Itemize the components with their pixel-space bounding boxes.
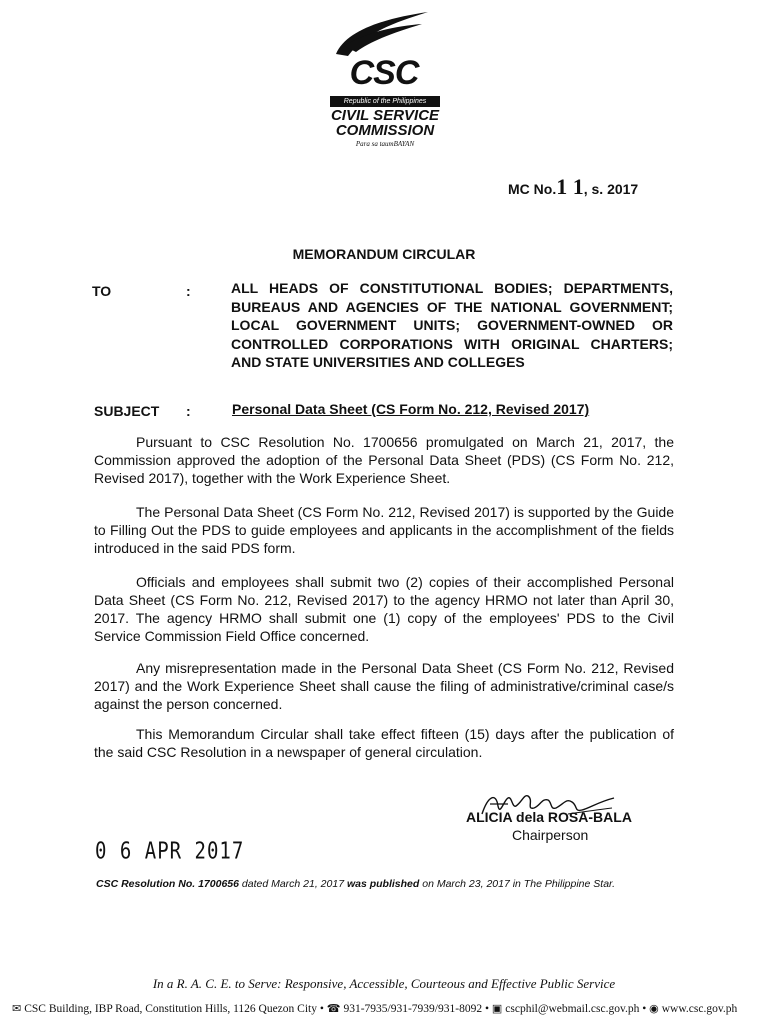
agency-name-line1: CIVIL SERVICE — [330, 107, 440, 124]
memo-number-value: 1 1 — [556, 174, 584, 199]
footer-website[interactable]: www.csc.gov.ph — [661, 1003, 738, 1015]
subject-label: SUBJECT — [94, 403, 160, 419]
subject-text: Personal Data Sheet (CS Form No. 212, Revised 2017) — [232, 401, 590, 417]
date-stamp: 0 6 APR 2017 — [95, 838, 245, 865]
body-paragraph: This Memorandum Circular shall take effect fifteen (15) days after the publication of the said CSC Resolution in a newspaper of general circulation. — [94, 726, 674, 760]
to-colon: : — [186, 283, 191, 299]
csc-logo — [326, 10, 444, 148]
agency-name-line2: COMMISSION — [335, 122, 435, 139]
subject-colon: : — [186, 403, 191, 419]
memo-number — [508, 174, 638, 200]
footer-contact: ✉ CSC Building, IBP Road, Constitution Hills, 1126 Quezon City • ☎ 931-7935/931-7939/931-8092 • ▣ cscphil@webmail.csc.gov.ph • ◉ www.csc.gov.ph — [12, 1003, 738, 1015]
footer-address: CSC Building, IBP Road, Constitution Hills, 1126 Quezon City — [24, 1003, 317, 1015]
memo-title: MEMORANDUM CIRCULAR — [292, 246, 476, 262]
to-recipients: ALL HEADS OF CONSTITUTIONAL BODIES; DEPARTMENTS, BUREAUS AND AGENCIES OF THE NATIONAL GOVERNMENT; LOCAL GOVERNMENT UNITS; GOVERNMENT-OWNED OR CONTROLLED CORPORATIONS WITH ORIGINAL CHARTERS; AND STATE UNIVERSITIES AND COLLEGES — [231, 280, 673, 370]
body-paragraph: The Personal Data Sheet (CS Form No. 212, Revised 2017) is supported by the Guide to Filling Out the PDS to guide employees and applicants in the accomplishment of the fields introduced in the said PDS form. — [94, 504, 674, 556]
globe-icon: ◉ — [649, 1003, 659, 1015]
mail-box-icon: ✉ — [12, 1003, 22, 1015]
publication-note: CSC Resolution No. 1700656 dated March 21, 2017 was published on March 23, 2017 in The Philippine Star. — [96, 878, 616, 890]
logo-text: CSC — [349, 54, 419, 92]
footer-phone: 931-7935/931-7939/931-8092 — [343, 1003, 483, 1015]
body-paragraph: Pursuant to CSC Resolution No. 1700656 promulgated on March 21, 2017, the Commission approved the adoption of the Personal Data Sheet (PDS) (CS Form No. 212, Revised 2017), together with the Work Experience Sheet. — [94, 434, 674, 486]
memo-number-prefix: MC No. — [508, 181, 557, 197]
signatory-name: ALICIA dela ROSA-BALA — [466, 809, 632, 825]
body-paragraph: Any misrepresentation made in the Personal Data Sheet (CS Form No. 212, Revised 2017) and the Work Experience Sheet shall cause the filing of administrative/criminal case/s against the person concerned. — [94, 660, 674, 712]
memo-number-year: , s. 2017 — [583, 181, 639, 197]
footer-motto: In a R. A. C. E. to Serve: Responsive, Accessible, Courteous and Effective Public Service — [152, 976, 616, 991]
republic-label: Republic of the Philippines — [330, 96, 440, 107]
phone-icon: ☎ — [326, 1003, 341, 1015]
to-label: TO — [92, 283, 112, 299]
footer-email[interactable]: cscphil@webmail.csc.gov.ph — [505, 1003, 640, 1015]
body-paragraph: Officials and employees shall submit two (2) copies of their accomplished Personal Data Sheet (CS Form No. 212, Revised 2017) to the agency HRMO not later than April 30, 2017. The agency HRMO shall submit one (1) copy of the employees' PDS to the Civil Service Commission Field Office concerned. — [94, 574, 674, 644]
agency-motto: Para sa taumBAYAN — [355, 140, 415, 148]
computer-icon: ▣ — [491, 1003, 503, 1015]
signatory-title: Chairperson — [512, 827, 589, 843]
